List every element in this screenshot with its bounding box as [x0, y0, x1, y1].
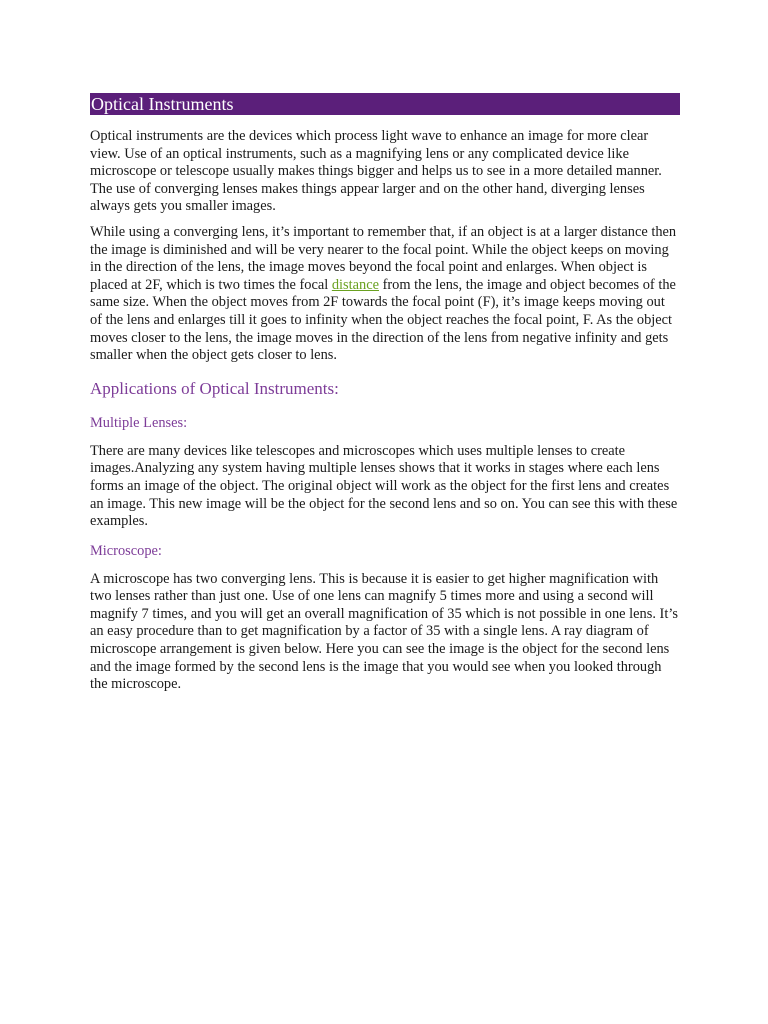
converging-lens-text-after: from the lens, the image and object becomes of the same size. When the object moves from 2F towards the focal point (F), it’s image keeps moving out of the lens and enlarges till it goes to infinity when the object reaches the focal point, F. As the object moves closer to the lens, the image moves in the direction of the lens from negative infinity and gets smaller when the object gets closer to lens.: [90, 276, 676, 364]
multiple-lenses-heading: Multiple Lenses:: [90, 414, 188, 431]
converging-lens-paragraph: [90, 224, 680, 365]
title-bar: [90, 93, 680, 115]
microscope-heading: Microscope:: [90, 542, 162, 559]
intro-paragraph: Optical instruments are the devices which process light wave to enhance an image for more clear view. Use of an optical instruments, such as a magnifying lens or any complicated device like microscope or telescope usually makes things bigger and helps us to see in a more detailed manner. The use of converging lenses makes things appear larger and on the other hand, diverging lenses always gets you smaller images.: [90, 128, 662, 215]
document-page: [90, 93, 680, 702]
applications-heading: Applications of Optical Instruments:: [90, 378, 339, 398]
page-title: Optical Instruments: [91, 94, 234, 114]
converging-lens-text-before: While using a converging lens, it’s important to remember that, if an object is at a larger distance then the image is diminished and will be very nearer to the focal point. While the object keeps on moving in the direction of the lens, the image moves beyond the focal point and enlarges. When object is placed at 2F, which is two times the focal: [90, 223, 677, 293]
microscope-paragraph: A microscope has two converging lens. This is because it is easier to get higher magnification with two lenses rather than just one. Use of one lens can magnify 5 times more and using a second will magnify 7 times, and you will get an overall magnification of 35 which is not possible in one lens. It’s an easy procedure than to get magnification by a factor of 35 with a single lens. A ray diagram of microscope arrangement is given below. Here you can see the image is the object for the second lens and the image formed by the second lens is the image that you would see when you looked through the microscope.: [90, 570, 678, 693]
multiple-lenses-paragraph: There are many devices like telescopes and microscopes which uses multiple lenses to create images.Analyzing any system having multiple lenses shows that it works in stages where each lens forms an image of the object. The original object will work as the object for the first lens and creates an image. This new image will be the object for the second lens and so on. You can see this with these examples.: [90, 442, 678, 530]
distance-link[interactable]: distance: [331, 276, 379, 293]
